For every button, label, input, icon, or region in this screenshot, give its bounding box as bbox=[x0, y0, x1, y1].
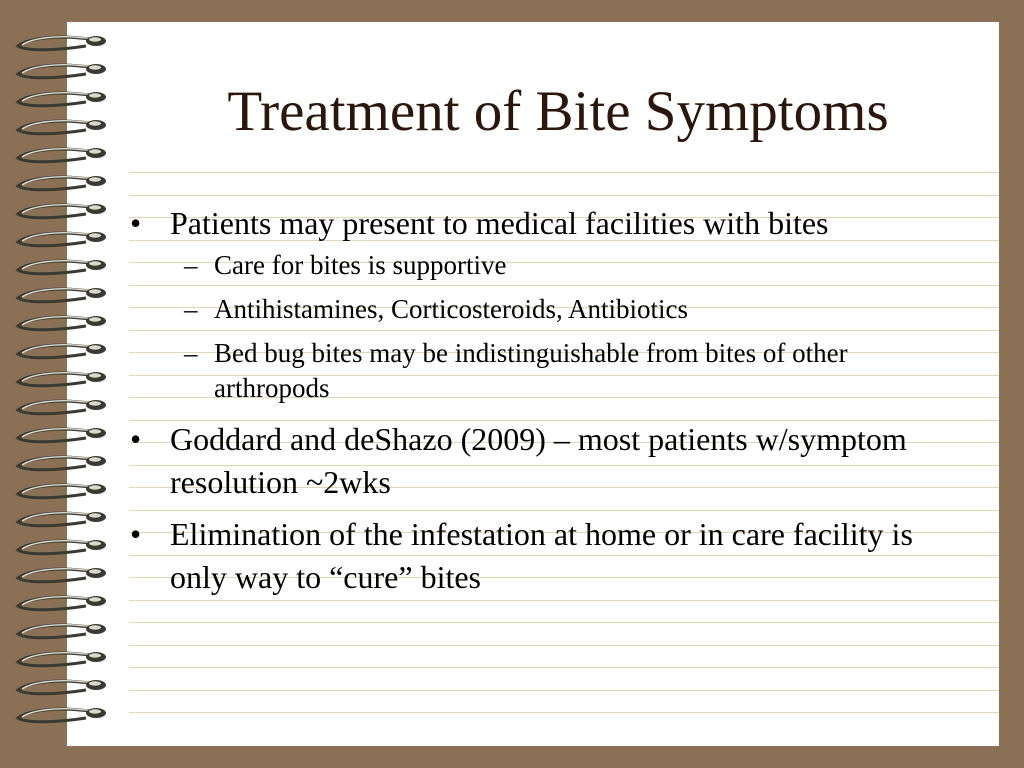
spiral-ring bbox=[18, 148, 106, 162]
bullet-text: Goddard and deShazo (2009) – most patients w/symptom resolution ~2wks bbox=[170, 421, 907, 500]
spiral-ring bbox=[18, 372, 106, 386]
spiral-ring bbox=[18, 64, 106, 78]
rule-line bbox=[129, 667, 999, 668]
sub-item-2 bbox=[184, 292, 968, 327]
bullet-item-3 bbox=[128, 513, 968, 599]
dash-marker: – bbox=[184, 294, 198, 324]
spiral-ring bbox=[18, 484, 106, 498]
spiral-ring bbox=[18, 540, 106, 554]
dash-marker: – bbox=[184, 338, 198, 368]
spiral-ring bbox=[18, 288, 106, 302]
rule-line bbox=[129, 690, 999, 691]
rule-line bbox=[129, 600, 999, 601]
bullet-item-1 bbox=[128, 202, 968, 245]
spiral-ring bbox=[18, 344, 106, 358]
spiral-ring bbox=[18, 596, 106, 610]
spiral-ring bbox=[18, 176, 106, 190]
bullet-text: Elimination of the infestation at home or in care facility is only way to “cure” bites bbox=[170, 516, 913, 595]
bullet-list bbox=[128, 202, 968, 599]
slide-title: Treatment of Bite Symptoms bbox=[227, 80, 889, 143]
spiral-ring bbox=[18, 624, 106, 638]
bullet-marker: • bbox=[130, 516, 142, 552]
sub-item-text: Antihistamines, Corticosteroids, Antibiotics bbox=[214, 294, 688, 324]
spiral-ring bbox=[18, 36, 106, 50]
spiral-ring bbox=[18, 680, 106, 694]
spiral-ring bbox=[18, 260, 106, 274]
spiral-ring bbox=[18, 120, 106, 134]
spiral-ring bbox=[18, 512, 106, 526]
spiral-ring bbox=[18, 456, 106, 470]
sub-item-text: Bed bug bites may be indistinguishable from bites of other arthropods bbox=[214, 338, 848, 403]
rule-line bbox=[129, 195, 999, 196]
spiral-ring bbox=[18, 92, 106, 106]
spiral-ring bbox=[18, 204, 106, 218]
bullet-text: Patients may present to medical facilities with bites bbox=[170, 205, 829, 241]
spiral-ring bbox=[18, 708, 106, 722]
bullet-item-2 bbox=[128, 418, 968, 504]
bullet-marker: • bbox=[130, 205, 142, 241]
spiral-ring bbox=[18, 316, 106, 330]
bullet-marker: • bbox=[130, 421, 142, 457]
rule-line bbox=[129, 712, 999, 713]
rule-line bbox=[129, 172, 999, 173]
rule-line bbox=[129, 622, 999, 623]
sub-item-3 bbox=[184, 336, 968, 406]
spiral-ring bbox=[18, 232, 106, 246]
spiral-ring bbox=[18, 568, 106, 582]
sub-item-text: Care for bites is supportive bbox=[214, 250, 507, 280]
spiral-binding bbox=[0, 0, 120, 768]
sub-item-1 bbox=[184, 248, 968, 283]
rule-line bbox=[129, 645, 999, 646]
spiral-ring bbox=[18, 652, 106, 666]
dash-marker: – bbox=[184, 250, 198, 280]
spiral-ring bbox=[18, 428, 106, 442]
spiral-ring bbox=[18, 400, 106, 414]
